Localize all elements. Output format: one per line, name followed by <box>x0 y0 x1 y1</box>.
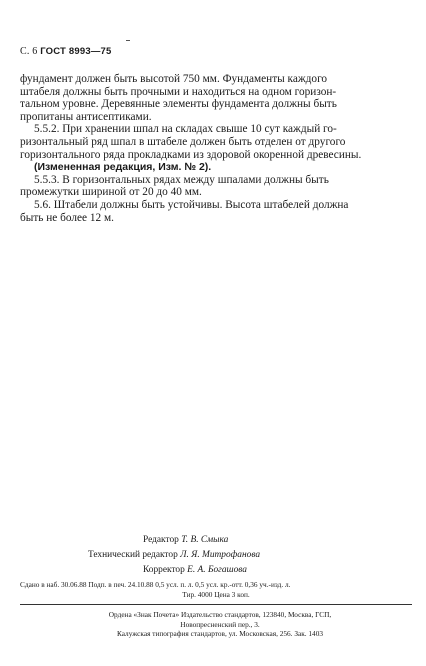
divider <box>20 604 412 605</box>
editor-credit: Редактор Т. В. Смыка <box>143 535 229 545</box>
printer-line: Калужская типография стандартов, ул. Московская, 256. Зак. 1403 <box>116 629 324 639</box>
tech-editor-credit: Технический редактор Л. Я. Митрофанова <box>88 550 261 560</box>
text-line: тальном уровне. Деревянные элементы фундамента должны быть <box>20 98 337 111</box>
main-text <box>20 73 401 224</box>
credits-block <box>88 533 388 578</box>
publisher-address: Новопресненский пер., 3. <box>180 619 260 629</box>
page-header <box>20 46 112 57</box>
text-line: пропитаны антисептиками. <box>20 110 152 123</box>
page-number: С. 6 <box>20 46 38 57</box>
text-line: промежутки шириной от 20 до 40 мм. <box>20 186 202 199</box>
text-line: штабеля должны быть прочными и находиться на одном горизон- <box>20 85 337 98</box>
publication-data <box>20 580 412 600</box>
print-dates: Сдано в наб. 30.06.88 Подп. в печ. 24.10.88 0,5 усл. п. л. 0,5 усл. кр.-отт. 0,36 уч.-изд. л. <box>20 580 291 589</box>
publisher-line: Ордена «Знак Почета» Издательство стандартов, 123840, Москва, ГСП, <box>108 610 332 619</box>
text-line: горизонтального ряда прокладками из здоровой окоренной древесины. <box>20 148 362 161</box>
circulation-price: Тир. 4000 Цена 3 коп. <box>182 590 250 599</box>
text-line: фундамент должен быть высотой 750 мм. Фундаменты каждого <box>20 73 328 85</box>
corrector-credit: Корректор Е. А. Богашова <box>143 565 247 575</box>
standard-code: ГОСТ 8993—75 <box>40 46 112 57</box>
amendment-note: (Измененная редакция, Изм. № 2). <box>34 161 212 174</box>
clause-5-6: 5.6. Штабели должны быть устойчивы. Высота штабелей должна <box>34 198 349 211</box>
imprint-block <box>40 610 400 639</box>
stray-mark <box>126 40 130 41</box>
text-line: ризонтальный ряд шпал в штабеле должен быть отделен от другого <box>20 135 346 148</box>
clause-5-5-2: 5.5.2. При хранении шпал на складах свыше 10 сут каждый го- <box>34 123 337 136</box>
clause-5-5-3: 5.5.3. В горизонтальных рядах между шпалами должны быть <box>34 173 329 186</box>
text-line: быть не более 12 м. <box>20 211 114 224</box>
